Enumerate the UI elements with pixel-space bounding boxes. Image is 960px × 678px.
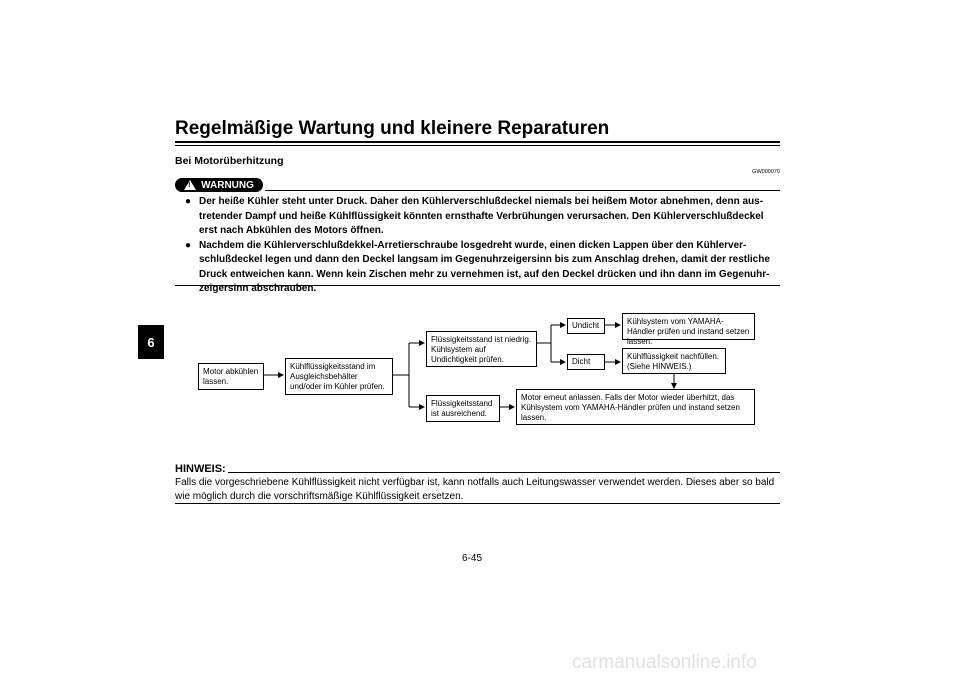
page-title: Regelmäßige Wartung und kleinere Reparaturen [175, 118, 610, 139]
step-undicht: Undicht [567, 318, 605, 334]
step-motor-abkuehlen: Motor abkühlen lassen. [198, 363, 264, 390]
bullet-icon: ● [185, 239, 192, 251]
section-code: GW000070 [752, 169, 780, 175]
step-pruefen: Kühlflüssigkeitsstand im Ausgleichsbehälter und/oder im Kühler prüfen. [285, 358, 393, 395]
chapter-tab: 6 [138, 325, 164, 359]
warning-item-text: Der heiße Kühler steht unter Druck. Daher den Kühlerverschlußdeckel niemals bei heißem Motor abnehmen, denn aus-tretender Dampf und heiße Kühlflüssigkeit könnten ernsthafte Verbrühungen verursachen. Den Kühlerverschlußdeckel erst nach Abkühlen des Motors öffnen. [199, 196, 764, 236]
step-erneut-anlassen: Motor erneut anlassen. Falls der Motor wieder überhitzt, das Kühlsystem vom YAMAHA-Händler prüfen und instand setzen lassen. [516, 389, 755, 425]
warning-item-text: Nachdem die Kühlerverschlußdekkel-Arretierschraube losgedreht wurde, einen dicken Lappen über den Kühlerver-schlußdeckel legen und dann den Deckel langsam im Gegenuhrzeigersinn bis zum Anschlag drehen, damit der restliche Druck entweichen kann. Wenn kein Zischen mehr zu vernehmen ist, auf den Deckel drücken und ihn dann im Gegenuhr-zeigersinn abschrauben. [199, 239, 770, 294]
warning-triangle-icon: ! [184, 180, 196, 190]
hinweis-end-rule [175, 503, 780, 504]
page-number: 6-45 [462, 553, 483, 564]
hinweis-rule [228, 472, 780, 473]
step-niedrig: Flüssigkeitsstand ist niedrig. Kühlsystem auf Undichtigkeit prüfen. [426, 331, 537, 367]
step-nachfuellen: Kühlflüssigkeit nachfüllen. (Siehe HINWEIS.) [622, 348, 726, 374]
step-ausreichend: Flüssigkeitsstand ist ausreichend. [426, 395, 500, 422]
step-haendler: Kühlsystem vom YAMAHA-Händler prüfen und instand setzen lassen. [622, 313, 755, 340]
step-dicht: Dicht [567, 354, 605, 370]
watermark: carmanualsonline.info [572, 652, 757, 673]
warning-label: WARNUNG [201, 179, 254, 191]
section-heading: Bei Motorüberhitzung [175, 155, 284, 167]
hinweis-label: HINWEIS: [175, 463, 226, 475]
bullet-icon: ● [185, 196, 192, 207]
hinweis-text: Falls die vorgeschriebene Kühlflüssigkeit nicht verfügbar ist, kann notfalls auch Leitungswasser verwendet werden. Dieses aber so bald wie möglich durch die vorschriftsmäßige Kühlflüssigkeit ersetzen. [175, 477, 775, 502]
